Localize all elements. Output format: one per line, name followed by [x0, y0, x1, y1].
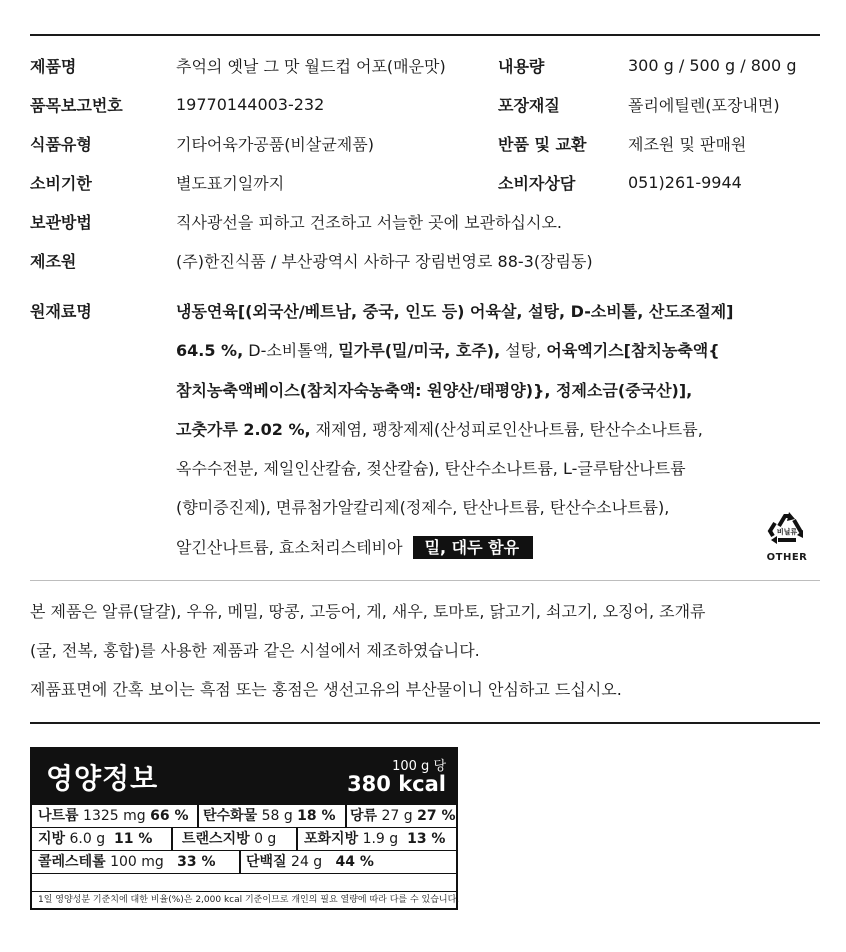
nutrition-separator	[171, 828, 173, 850]
info-value: 제조원 및 판매원	[628, 135, 747, 154]
nutrition-serving: 100 g 당	[392, 759, 446, 774]
recycle-mark-text: 비닐류	[776, 528, 798, 536]
notice-line: (굴, 전복, 홍합)를 사용한 제품과 같은 시설에서 제조하였습니다.	[30, 641, 480, 660]
ingredient-text: 재제염, 팽창제제(산성피로인산나트륨, 탄산수소나트륨,	[310, 419, 703, 439]
storage-value: 직사광선을 피하고 건조하고 서늘한 곳에 보관하십시오.	[176, 213, 563, 232]
info-label: 품목보고번호	[30, 96, 123, 115]
info-value: 폴리에틸렌(포장내면)	[628, 96, 780, 115]
top-rule	[30, 34, 820, 36]
ingredient-text: (향미증진제), 면류첨가알칼리제(정제수, 탄산나트륨, 탄산수소나트륨),	[176, 498, 670, 518]
nutrition-kcal: 380 kcal	[347, 772, 446, 796]
recycle-mark	[762, 510, 812, 563]
nutrition-separator	[239, 851, 241, 873]
product-info-table	[30, 46, 820, 280]
maker-value: (주)한진식품 / 부산광역시 사하구 장림번영로 88-3(장림동)	[176, 252, 593, 271]
nutrient-sugar: 당류 27 g 27 %	[350, 808, 456, 824]
ingredients-text	[176, 292, 820, 567]
nutrient-sat-fat: 포화지방 1.9 g 13 %	[304, 831, 446, 847]
ingredient-text: 알긴산나트륨, 효소처리스테비아	[176, 537, 403, 557]
nutrition-row	[32, 850, 456, 873]
storage-label: 보관방법	[30, 213, 92, 232]
notice-line: 본 제품은 알류(달걀), 우유, 메밀, 땅콩, 고등어, 게, 새우, 토마토, 닭고기, 쇠고기, 오징어, 조개류	[30, 602, 706, 621]
ingredients-line	[176, 410, 820, 449]
allergen-notice	[30, 592, 820, 709]
info-row-storage	[30, 202, 820, 241]
nutrition-footnote: 1일 영양성분 기준치에 대한 비율(%)은 2,000 kcal 기준이므로 개인의 필요 열량에 따라 다를 수 있습니다.	[32, 891, 456, 908]
recycle-other-label: OTHER	[766, 552, 808, 563]
info-label: 반품 및 교환	[498, 135, 587, 154]
nutrition-separator	[345, 805, 347, 827]
info-row	[30, 46, 820, 85]
nutrient-fat: 지방 6.0 g 11 %	[38, 831, 153, 847]
nutrition-facts-box	[30, 747, 458, 910]
ingredient-text: D-소비톨액,	[243, 341, 339, 361]
bottom-rule	[30, 722, 820, 724]
section-divider	[30, 580, 820, 581]
nutrient-carb: 탄수화물 58 g 18 %	[203, 808, 336, 824]
allergy-badge: 밀, 대두 함유	[413, 536, 534, 559]
info-label: 제품명	[30, 57, 77, 76]
nutrition-title: 영양정보	[46, 762, 159, 795]
info-value: 051)261-9944	[628, 173, 742, 192]
nutrition-row	[32, 827, 456, 850]
info-value: 추억의 옛날 그 맛 월드컵 어포(매운맛)	[176, 57, 446, 76]
maker-label: 제조원	[30, 252, 77, 271]
nutrient-trans-fat: 트랜스지방 0 g	[182, 831, 277, 847]
info-row-maker	[30, 241, 820, 280]
nutrient-sodium: 나트륨 1325 mg 66 %	[38, 808, 189, 824]
info-row	[30, 85, 820, 124]
info-label: 내용량	[498, 57, 545, 76]
info-row	[30, 163, 820, 202]
ingredients-line	[176, 528, 820, 567]
ingredient-bold: 밀가루(밀/미국, 호주),	[338, 341, 501, 361]
recycle-icon	[765, 510, 809, 550]
nutrition-row	[32, 804, 456, 827]
nutrition-header	[32, 749, 456, 804]
info-value: 별도표기일까지	[176, 174, 285, 193]
nutrient-cholesterol: 콜레스테롤 100 mg 33 %	[38, 854, 216, 870]
ingredients-line	[176, 488, 820, 527]
info-label: 소비자상담	[498, 174, 576, 193]
nutrition-separator	[197, 805, 199, 827]
info-value: 19770144003-232	[176, 95, 325, 114]
ingredient-bold: 참치농축액베이스(참치자숙농축액: 원양산/태평양)}, 정제소금(중국산)],	[176, 380, 693, 400]
ingredients-line	[176, 292, 820, 331]
ingredients-line	[176, 331, 820, 370]
nutrition-row-spacer	[32, 873, 456, 892]
info-label: 포장재질	[498, 96, 560, 115]
info-label: 식품유형	[30, 135, 92, 154]
ingredient-bold: 고춧가루 2.02 %,	[176, 419, 311, 439]
nutrient-protein: 단백질 24 g 44 %	[246, 854, 374, 870]
ingredients-label: 원재료명	[30, 302, 92, 321]
info-value: 300 g / 500 g / 800 g	[628, 56, 797, 75]
ingredients-line	[176, 449, 820, 488]
info-value: 기타어육가공품(비살균제품)	[176, 135, 374, 154]
ingredient-bold: 냉동연육[(외국산/베트남, 중국, 인도 등) 어육살, 설탕, D-소비톨, 산도조절제]	[176, 302, 734, 321]
ingredient-bold: 어육엑기스[참치농축액{	[546, 341, 720, 361]
nutrition-separator	[296, 828, 298, 850]
info-label: 소비기한	[30, 174, 92, 193]
info-row	[30, 124, 820, 163]
ingredients-line	[176, 371, 820, 410]
ingredient-text: 옥수수전분, 제일인산칼슘, 젖산칼슘), 탄산수소나트륨, L-글루탐산나트륨	[176, 459, 686, 479]
ingredient-text: 설탕,	[500, 341, 547, 361]
notice-line: 제품표면에 간혹 보이는 흑점 또는 홍점은 생선고유의 부산물이니 안심하고 드십시오.	[30, 680, 622, 699]
ingredient-bold: 64.5 %,	[176, 341, 244, 361]
